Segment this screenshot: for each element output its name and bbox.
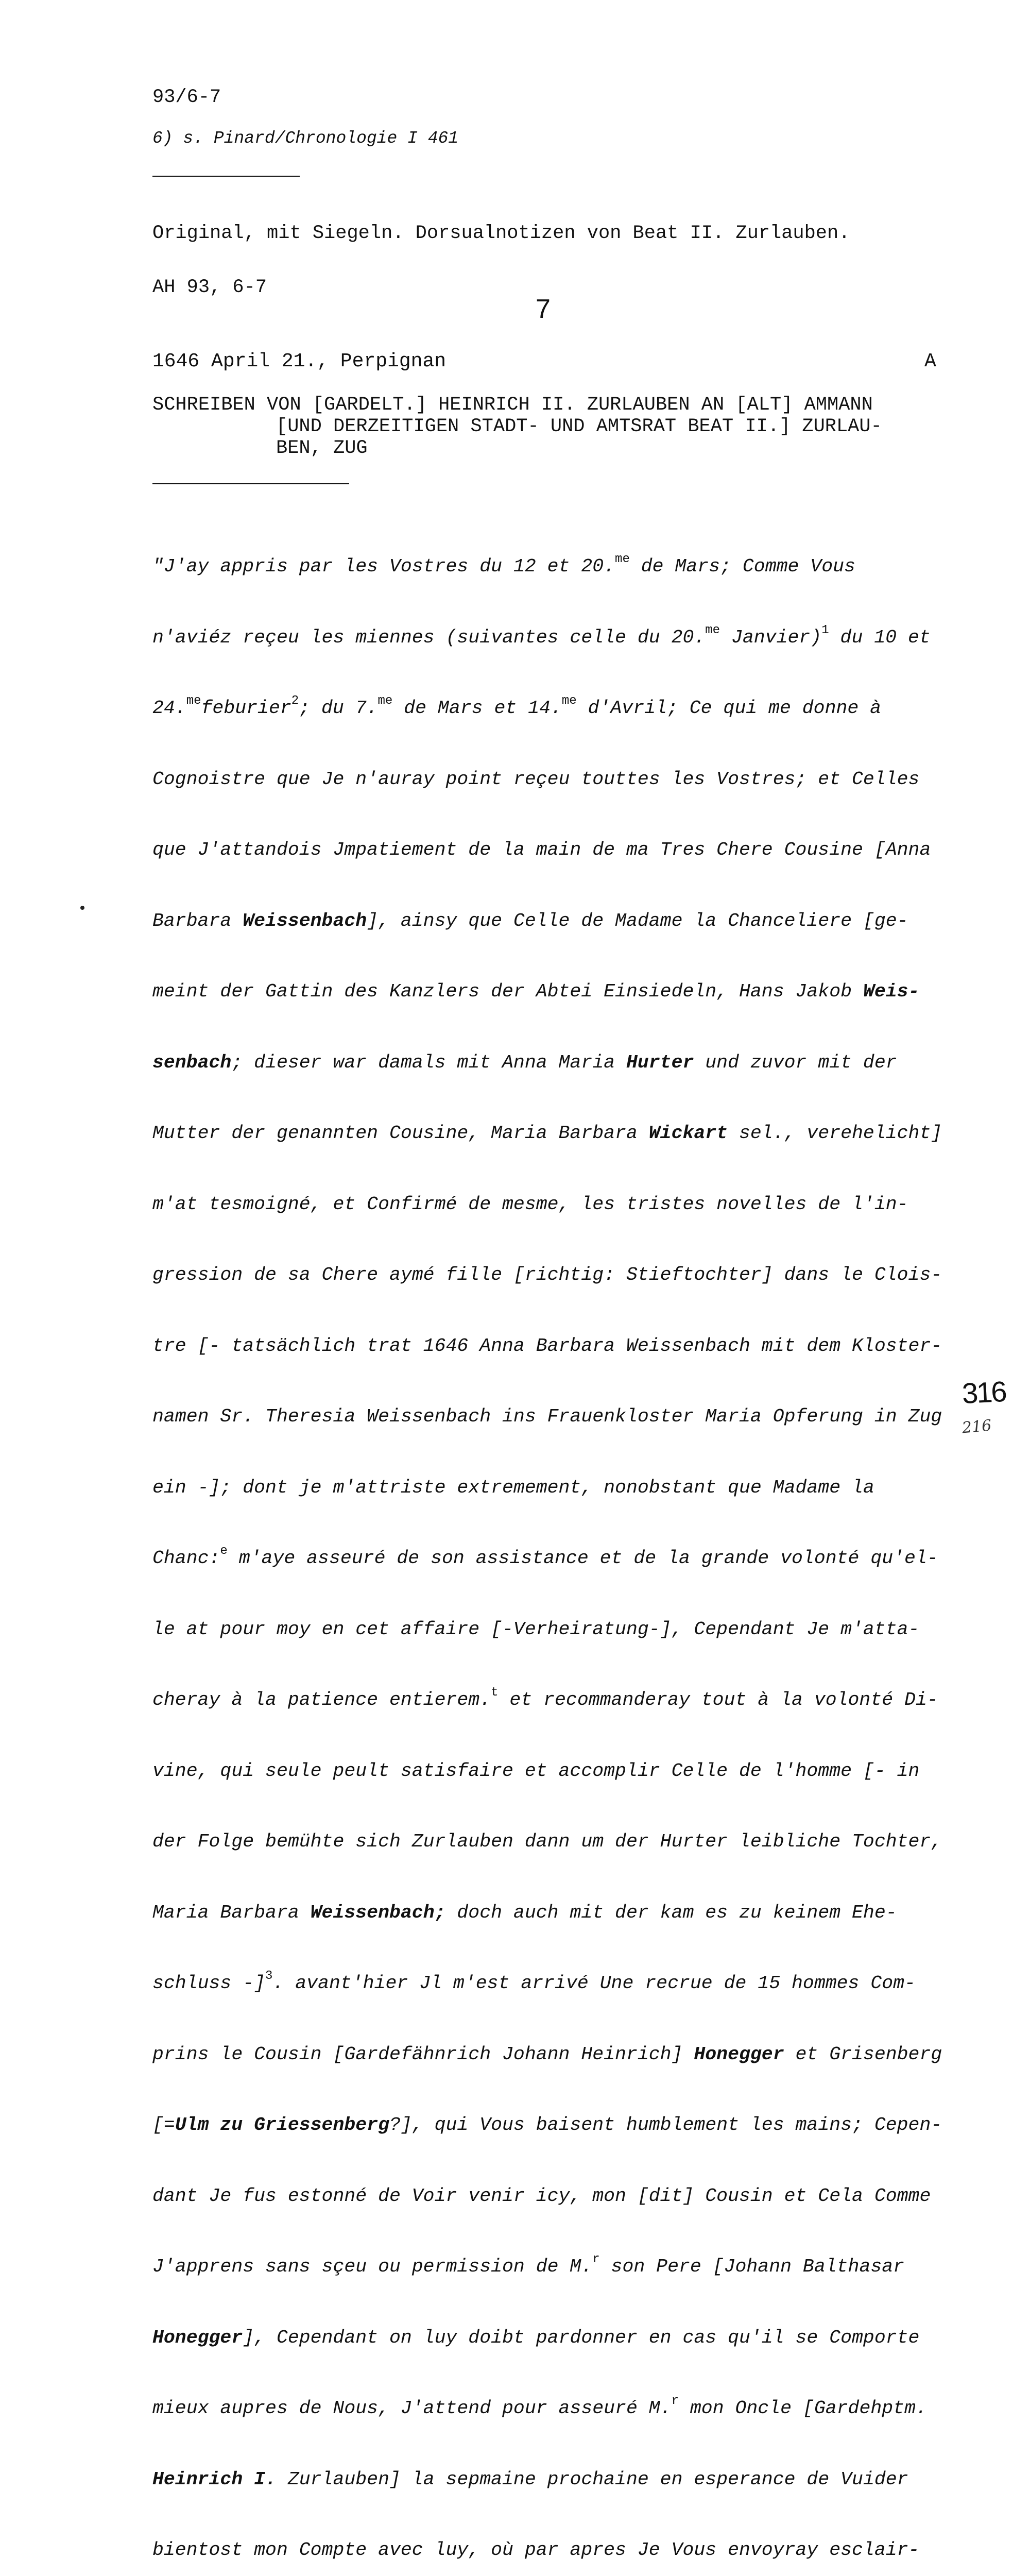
separator-rule (152, 483, 349, 484)
document-number: 7 (536, 294, 551, 324)
source-line: Original, mit Siegeln. Dorsualnotizen von Beat II. Zurlauben. (152, 223, 850, 244)
body-line: Cognoistre que Je n'auray point reçeu touttes les Vostres; et Celles (152, 768, 920, 790)
body-line: n'aviéz reçeu les miennes (suivantes celle du 20.$^{me}$ Janvier)$^1$ du 10 et (152, 623, 931, 648)
document-heading (152, 394, 937, 459)
heading-line: BEN, ZUG (276, 437, 368, 459)
body-line: senbach; dieser war damals mit Anna Maria Hurter und zuvor mit der (152, 1052, 897, 1073)
source-note (152, 189, 850, 333)
body-line: namen Sr. Theresia Weissenbach ins Frauenkloster Maria Opferung in Zug (152, 1406, 942, 1427)
body-line: que J'attandois Jmpatiement de la main de ma Tres Chere Cousine [Anna (152, 839, 931, 860)
body-line: prins le Cousin [Gardefähnrich Johann Heinrich] Honegger et Grisenberg (152, 2043, 942, 2065)
body-line: schluss -]$^3$. avant'hier Jl m'est arrivé Une recrue de 15 hommes Com- (152, 1969, 916, 1994)
body-line: Mutter der genannten Cousine, Maria Barbara Wickart sel., verehelicht] (152, 1123, 942, 1144)
body-line: [=Ulm zu Griessenberg?], qui Vous baisent humblement les mains; Cepen- (152, 2114, 942, 2136)
page-number-secondary: 216 (961, 1416, 992, 1437)
body-line: Maria Barbara Weissenbach; doch auch mit der kam es zu keinem Ehe- (152, 1902, 897, 1923)
document-reference: 93/6-7 (152, 87, 221, 108)
footnote: 6) s. Pinard/Chronologie I 461 (152, 129, 459, 148)
body-line: Heinrich I. Zurlauben] la sepmaine prochaine en esperance de Vuider (152, 2468, 908, 2490)
body-line: J'apprens sans sçeu ou permission de M.$^r$ son Pere [Johann Balthasar (152, 2252, 905, 2277)
body-line: der Folge bemühte sich Zurlauben dann um der Hurter leibliche Tochter, (152, 1831, 942, 1852)
body-line: m'at tesmoigné, et Confirmé de mesme, les tristes novelles de l'in- (152, 1193, 908, 1215)
body-line: ein -]; dont je m'attriste extremement, nonobstant que Madame la (152, 1477, 874, 1498)
page-number: 316 (961, 1375, 1007, 1410)
body-line: "J'ay appris par les Vostres du 12 et 20.$^{me}$ de Mars; Comme Vous (152, 552, 855, 577)
heading-line: SCHREIBEN VON [GARDELT.] HEINRICH II. ZURLAUBEN AN [ALT] AMMANN (152, 394, 873, 416)
heading-line: [UND DERZEITIGEN STADT- UND AMTSRAT BEAT II.] ZURLAU- (276, 416, 882, 437)
body-line: dant Je fus estonné de Voir venir icy, mon [dit] Cousin et Cela Comme (152, 2185, 931, 2207)
body-line: bientost mon Compte avec luy, où par apres Je Vous envoyray esclair- (152, 2539, 920, 2561)
variant-marker: A (924, 350, 936, 372)
date-place: 1646 April 21., Perpignan (152, 350, 447, 372)
body-line: gression de sa Chere aymé fille [richtig: Stieftochter] dans le Clois- (152, 1264, 942, 1285)
letter-body (152, 510, 940, 2576)
margin-mark (80, 906, 84, 910)
body-line: 24.$^{me}$feburier$^2$; du 7.$^{me}$ de Mars et 14.$^{me}$ d'Avril; Ce qui me donne à (152, 694, 882, 719)
body-line: cheray à la patience entierem.$^t$ et recommanderay tout à la volonté Di- (152, 1686, 938, 1710)
body-line: meint der Gattin des Kanzlers der Abtei Einsiedeln, Hans Jakob Weis- (152, 981, 920, 1002)
body-line: tre [- tatsächlich trat 1646 Anna Barbara Weissenbach mit dem Kloster- (152, 1335, 942, 1357)
body-line: Honegger], Cependant on luy doibt pardonner en cas qu'il se Comporte (152, 2327, 920, 2348)
body-line: le at pour moy en cet affaire [-Verheiratung-], Cependant Je m'atta- (152, 1618, 920, 1640)
source-line: AH 93, 6-7 (152, 277, 267, 298)
body-line: vine, qui seule peult satisfaire et accomplir Celle de l'homme [- in (152, 1760, 920, 1782)
separator-rule (152, 176, 300, 177)
body-line: mieux aupres de Nous, J'attend pour asseuré M.$^r$ mon Oncle [Gardehptm. (152, 2394, 927, 2419)
body-line: Barbara Weissenbach], ainsy que Celle de Madame la Chanceliere [ge- (152, 910, 908, 931)
body-line: Chanc:$^e$ m'aye asseuré de son assistance et de la grande volonté qu'el- (152, 1544, 938, 1569)
